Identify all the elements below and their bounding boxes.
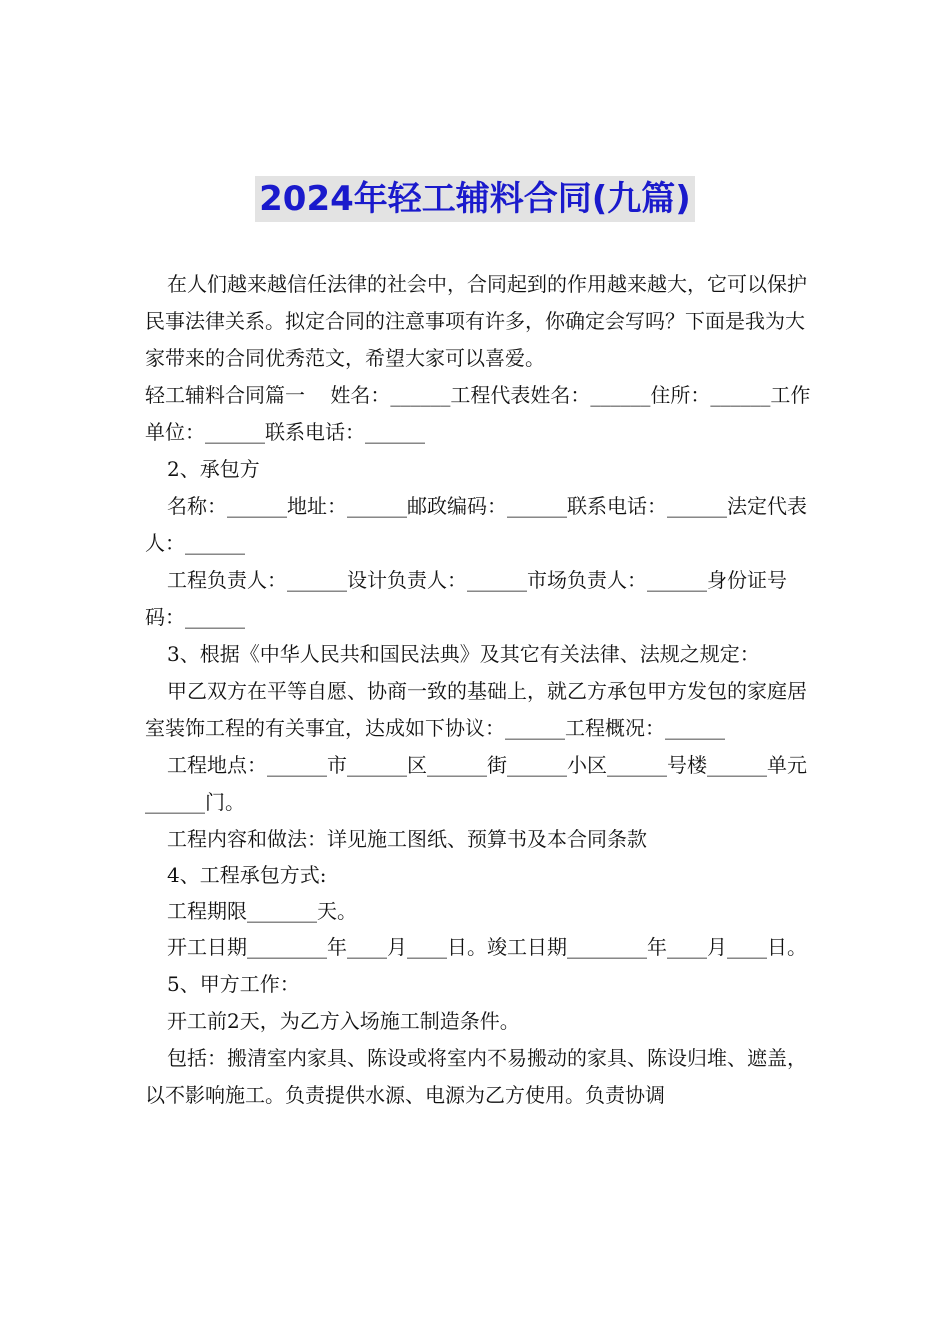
contractor-info-paragraph: 名称：______地址：______邮政编码：______联系电话：______法定代表人：______	[145, 494, 807, 555]
document-body	[145, 266, 813, 1114]
title-container	[0, 176, 950, 222]
party-a-work-heading: 5、甲方工作：	[167, 972, 300, 996]
includes-paragraph: 包括：搬清室内家具、陈设或将室内不易搬动的家具、陈设归堆、遮盖，以不影响施工。负责提供水源、电源为乙方使用。负责协调	[145, 1046, 807, 1107]
contract-method-heading: 4、工程承包方式:	[167, 863, 327, 887]
party-info-paragraph: 轻工辅料合同篇一 姓名：______工程代表姓名：______住所：______工作单位：______联系电话：______	[145, 383, 811, 444]
preparation-paragraph: 开工前2天，为乙方入场施工制造条件。	[167, 1009, 520, 1033]
contractor-heading: 2、承包方	[167, 457, 260, 481]
agreement-paragraph: 甲乙双方在平等自愿、协商一致的基础上，就乙方承包甲方发包的家庭居室装饰工程的有关事宜，达成如下协议：______工程概况：______	[145, 679, 807, 740]
document-title: 2024年轻工辅料合同(九篇)	[255, 176, 695, 222]
responsible-persons-paragraph: 工程负责人：______设计负责人：______市场负责人：______身份证号码：______	[145, 568, 787, 629]
intro-paragraph: 在人们越来越信任法律的社会中，合同起到的作用越来越大，它可以保护民事法律关系。拟定合同的注意事项有许多，你确定会写吗？下面是我为大家带来的合同优秀范文，希望大家可以喜爱。	[145, 272, 807, 370]
start-end-date-paragraph: 开工日期________年____月____日。竣工日期________年____月____日。	[167, 935, 807, 959]
project-duration-paragraph: 工程期限_______天。	[167, 899, 357, 923]
project-content-paragraph: 工程内容和做法：详见施工图纸、预算书及本合同条款	[167, 827, 647, 851]
project-location-paragraph: 工程地点：______市______区______街______小区______号楼______单元______门。	[145, 753, 807, 814]
legal-basis-paragraph: 3、根据《中华人民共和国民法典》及其它有关法律、法规之规定：	[167, 642, 760, 666]
